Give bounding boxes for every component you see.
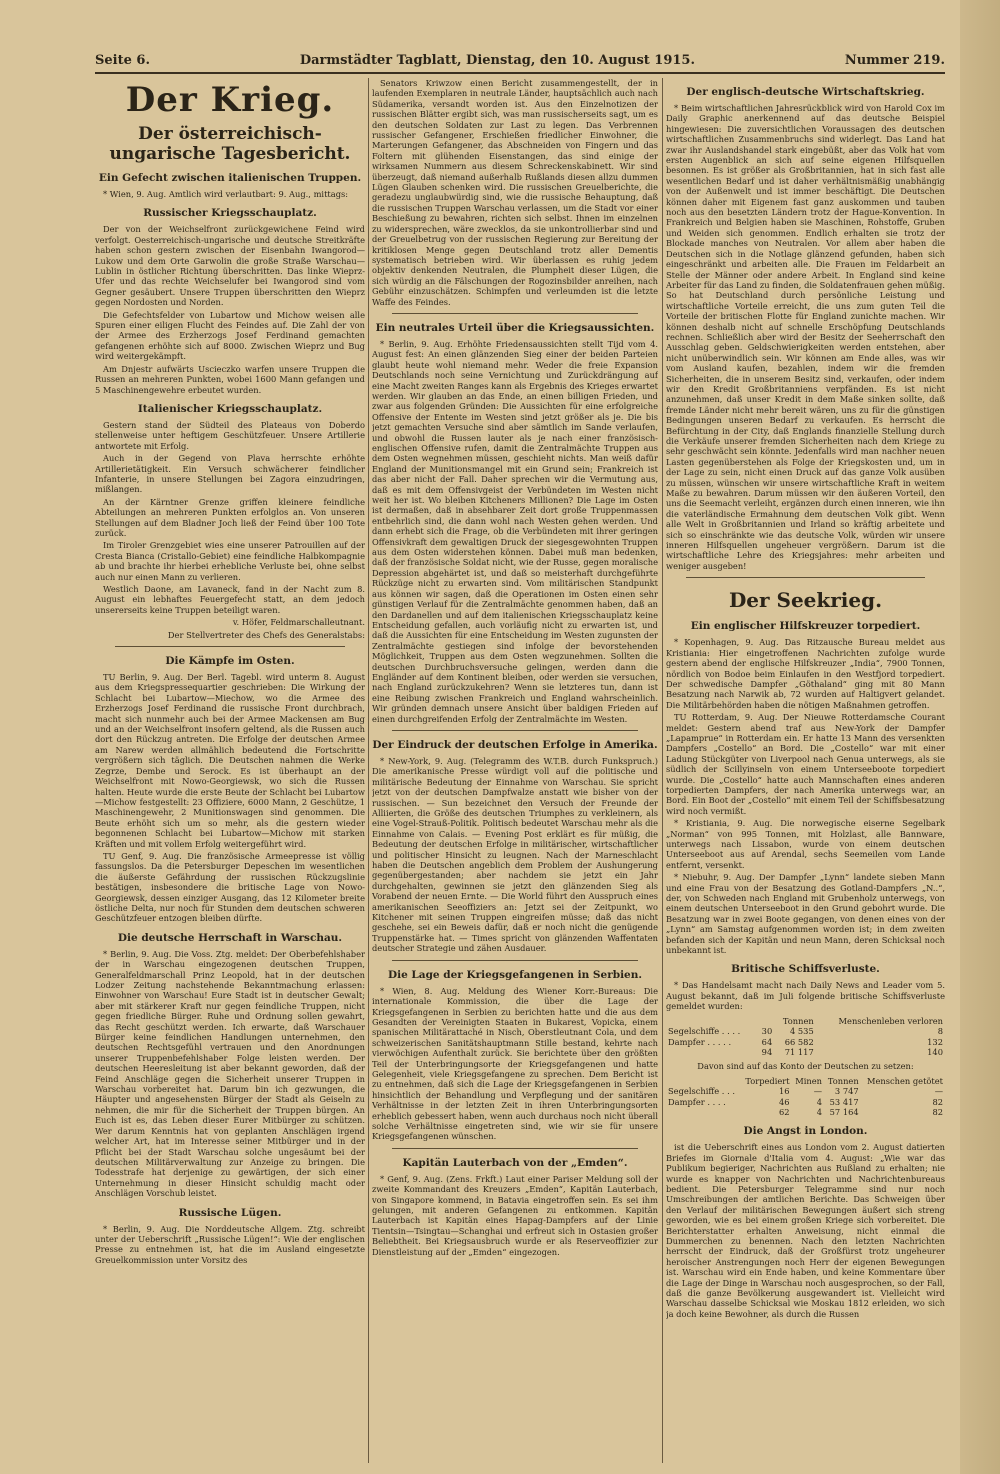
paragraph: * Niebuhr, 9. Aug. Der Dampfer „Lynn“ landete sieben Mann und eine Frau von der Besatzung des Gotland-Dampfers „N..“, der, von Schweden nach England mit Grubenholz unterwegs, von einem deutschen Unterseeboot in den Grund gebohrt wurde. Die Besatzung war in zwei Boote gegangen, von denen eines von der „Lynn“ am Samstag aufgenommen worden ist; in dem zweiten befanden sich der Kapitän und neun Mann, deren Schicksal noch unbekannt ist. <box>666 872 945 956</box>
section-title: Die Lage der Kriegsgefangenen in Serbien. <box>387 968 643 981</box>
table-cell: 140 <box>927 1046 943 1057</box>
section-title: Russische Lügen. <box>178 1206 282 1219</box>
table-cell: 4 <box>816 1096 822 1107</box>
ship-losses-table <box>666 1016 945 1058</box>
table-header-cell <box>757 1016 774 1026</box>
table-cell: 30 <box>761 1026 773 1037</box>
table-cell: 3 747 <box>834 1086 859 1097</box>
table-header-cell: Torpediert <box>745 1075 790 1086</box>
section-title: Italienischer Kriegsschauplatz. <box>137 402 323 415</box>
table-row <box>666 1097 945 1107</box>
paragraph: * Das Handelsamt macht nach Daily News and Leader vom 5. August bekannt, daß im Juli folgende britische Schiffsverluste gemeldet wurden: <box>666 980 945 1012</box>
masthead-date: Darmstädter Tagblatt, Dienstag, den 10. August 1915. <box>299 52 695 68</box>
column-divider <box>368 78 369 1463</box>
page-edge <box>960 0 1000 1474</box>
table-cell: 64 <box>761 1036 773 1047</box>
section-title: Russischer Kriegsschauplatz. <box>143 207 317 220</box>
table-header-row <box>666 1016 945 1026</box>
section-headline: Der Seekrieg. <box>728 588 883 613</box>
paragraph: * Wien, 8. Aug. Meldung des Wiener Korr.-Bureaus: Die internationale Kommission, die über die Lage der Kriegsgefangenen in Serbien zu berichten hatte und die aus dem Gesandten der Vereinigten Staaten in Bukarest, Vopicka, einem spanischen Militärattaché in Nisch, Oberstleutnant Cola, und dem schweizerischen Sanitätshauptmann Stille bestand, kehrte nach vierwöchigen Aufenthalt zurück. Sie berichtete über den größten Teil der Unterbringungsorte der Kriegsgefangenen und hatte Gelegenheit, viele Kriegsgefangene zu sprechen. Dem Bericht ist zu entnehmen, daß sich die Lage der Kriegsgefangenen in Serbien hinsichtlich der Behandlung und Verpflegung und der sanitären Verhältnisse in der letzten Zeit in ihren Unterbringungsorten erheblich gebessert haben, wenn auch durchaus noch nicht überall solche Verhältnisse eingetreten sind, wie wir sie für unsere Kriegsgefangenen wünschen. <box>372 985 658 1142</box>
paragraph: * Wien, 9. Aug. Amtlich wird verlautbart: 9. Aug., mittags: <box>103 189 349 199</box>
table-cell: Dampfer . . . . . <box>668 1036 732 1047</box>
paragraph: Westlich Daone, am Lavaneck, fand in der Nacht zum 8. August ein lebhaftes Feuergefecht statt, an dem jedoch unsererseits keine Truppen beteiligt waren. <box>95 584 365 615</box>
paragraph: * Genf, 9. Aug. (Zens. Frkft.) Laut einer Pariser Meldung soll der zweite Kommandant des Kreuzers „Emden“, Kapitän Lauterbach, von Singapore kommend, in Batavia eingetroffen sein. Es sei ihm gelungen, mit anderen Gefangenen zu entkommen. Kapitän Lauterbach ist Kapitän eines Hapag-Dampfers auf der Linie Tientsin—Tsingtau—Schanghai und erfreut sich in Ostasien großer Beliebtheit. Bei Kriegsausbruch wurde er als Reserveoffizier zur Dienstleistung auf der „Emden“ eingezogen. <box>372 1173 658 1257</box>
section-title: Ein englischer Hilfskreuzer torpediert. <box>690 620 921 633</box>
paragraph: An der Kärntner Grenze griffen kleinere feindliche Abteilungen an mehreren Punkten erfolglos an. Von unseren Stellungen auf dem Bladner Joch ließ der Feind über 100 Tote zurück. <box>95 496 365 538</box>
paragraph: Der von der Weichselfront zurückgewichene Feind wird verfolgt. Oesterreichisch-ungarische und deutsche Streitkräfte haben schon gestern zwischen der Eisenbahn Iwangorod—Lukow und dem Orte Garwolin die große Straße Warschau—Lublin in östlicher Richtung überschritten. Das linke Wieprz-Ufer und das rechte Weichselufer bei Iwangorod sind vom Gegner gesäubert. Unsere Truppen überschritten den Wieprz gegen Nordosten und Norden. <box>95 224 365 308</box>
header-rule <box>95 72 945 74</box>
section-title: Kapitän Lauterbach von der „Emden“. <box>402 1156 628 1169</box>
table-header-cell <box>666 1076 741 1086</box>
issue-number: Nummer 219. <box>844 52 945 68</box>
table-cell: 8 <box>937 1026 943 1037</box>
table-header-cell: Tonnen <box>782 1015 814 1026</box>
paragraph: TU Rotterdam, 9. Aug. Der Nieuwe Rotterdamsche Courant meldet: Gestern abend traf aus New-York der Dampfer „Lapamprue“ in Rotterdam ein. Er hatte 13 Mann des versenkten Dampfers „Costello“ an Bord. Die „Costello“ war mit einer Ladung Stückgüter von Liverpool nach Genua unterwegs, als sie südlich der Scillyinseln von einem Unterseeboote torpediert wurde. Die „Costello“ hatte auch Mannschaften eines anderen torpedierten Dampfers, der nach Amerika unterwegs war, an Bord. Ein Boot der „Costello“ mit einem Teil der Schiffsbesatzung wird noch vermißt. <box>666 712 945 816</box>
paragraph: * Kristiania, 9. Aug. Die norwegische eiserne Segelbark „Norman“ von 995 Tonnen, mit Holzlast, alle Bannware, unterwegs nach Lissabon, wurde von einem deutschen Unterseeboot aus auf Arendal, sechs Seemeilen vom Lande entfernt, versenkt. <box>666 818 945 870</box>
table-header-cell: Minen <box>795 1075 822 1086</box>
section-title: Ein neutrales Urteil über die Kriegsaussichten. <box>375 321 655 334</box>
table-header-cell <box>666 1016 757 1026</box>
column-3 <box>666 78 945 1463</box>
divider <box>115 646 345 647</box>
paragraph: * Beim wirtschaftlichen Jahresrückblick wird von Harold Cox im Daily Graphic anerkennend auf das deutsche Beispiel hingewiesen: Die zuversichtlichen Voraussagen des deutschen wirtschaftlichen Zusammenbruchs sind widerlegt. Das Land hat zwar ihr Auslandshandel stark eingebüßt, aber das Volk hat vom ersten Augenblick an sich auf seine eigenen Hilfsquellen besonnen. Es ist größer als Großbritannien, hat in sich fast alle wesentlichen Bedarf und ist daher verhältnismäßig unabhängig von der Außenwelt und ist immer beschäftigt. Die Deutschen können daher mit Eigenem fast ganz auskommen und tauben noch aus den besetzten Ländern trotz der Hague-Konvention. In Frankreich und Belgien haben sie Maschinen, Rohstoffe, Gruben und Weiden sich genommen. Endlich erhalten sie trotz der Blockade manches von Neutralen. Vor allem aber haben die Deutschen sich in die Notlage glänzend gefunden, haben sich eingeschränkt und arbeiten alle. Die Frauen im Feldarbeit an Stelle der Männer oder andere Arbeit. In England sind keine Arbeiter für das Land zu finden, die Soldatenfrauen gehen müßig. So hat Deutschland durch persönliche Leistung und wirtschaftliche Vorteile erreicht, die uns zum guten Teil die Vorteile der britischen Flotte für England zunichte machen. Wir können deshalb nicht auf schnelle Erschöpfung Deutschlands rechnen. Schließlich aber wird der Besitz der Seeherrschaft den Ausschlag geben. Geldschwierigkeiten werden entstehen, aber nicht unüberwindlich sein. Wir können am Ende alles, was wir vom Ausland kaufen, bezahlen, indem wir die fremden Sicherheiten, die in unserem Besitz sind, verkaufen, oder indem wir den Kredit Großbritanniens verpfänden. Es ist nicht anzunehmen, daß unser Kredit in dem Maße sinken sollte, daß fremde Länder nicht mehr bereit wären, uns zu für die günstigen Bedingungen unseren Bedarf zu verkaufen. Es herrscht die Befürchtung in der City, daß Englands finanzielle Stellung durch die Verkäufe unserer fremden Sicherheiten nach dem Kriege zu sehr geschwächt sein könnte. Jedenfalls wird man nachher neuen Lasten gegenüberstehen als Folge der Kriegskosten und, um in der Lage zu sein, nicht einen Druck auf das ganze Volk ausüben zu müssen, wünschen wir unsere wirtschaftliche Kraft in weitem Maße zu bewahren. Darum müssen wir den äußeren Vorteil, den uns die Seemacht verleiht, ergänzen durch einen inneren, wie ihn die vaterländische Ermahnung dem deutschen Volk gibt. Wenn alle Welt in Großbritannien und Irland so kräftig arbeitete und sich so einschränkte wie das deutsche Volk, würden wir unsere inneren Hilfsquellen ungeheuer vergrößern. Darum ist die wirtschaftliche Lehre des Kriegsjahres: mehr arbeiten und weniger ausgeben! <box>666 103 945 571</box>
divider <box>686 577 925 578</box>
page-number: Seite 6. <box>95 52 150 68</box>
table-cell: 66 582 <box>784 1036 814 1047</box>
section-title: Ein Gefecht zwischen italienischen Truppen. <box>98 172 362 184</box>
signature-line: Der Stellvertreter des Chefs des Generalstabs: <box>167 629 365 640</box>
table-header-cell: Menschenleben verloren <box>838 1015 943 1026</box>
column-2 <box>372 78 658 1463</box>
paragraph: Senators Kriwzow einen Bericht zusammengestellt, der in laufenden Exemplaren in neutrale Länder, hauptsächlich auch nach Südamerika, versandt worden ist. Aus den Einzelnotizen der russischen Blätter ergibt sich, was man russischerseits sagt, um es den deutschen Soldaten zur Last zu legen. Das Verbrennen russischer Gefangener, Erschießen friedlicher Einwohner, die Marterungen Gefangener, das Abschneiden von Fingern und das Foltern mit glühenden Eisenstangen, das sind einige der wirksamen Nummern aus diesem Schreckenskabinett. Wir sind überzeugt, daß niemand außerhalb Rußlands diesen allzu dummen Lügen Glauben schenken wird. Die russischen Greuelberichte, die geradezu unglaubwürdig sind, wie die russische Behauptung, daß die russischen Truppen Warschau verlassen, um die Stadt vor einer Beschießung zu bewahren, richten sich selbst. Ihnen im einzelnen zu widersprechen, wäre zwecklos, da sie unkontrollierbar sind und der Greuelbetrug von der russischen Regierung zur Bereitung der kritiklosen Menge gegen Deutschland trotz aller Dementis systematisch betrieben wird. Wir überlassen es ruhig jedem objektiv denkenden Neutralen, die Plumpheit dieser Lügen, die sich würdig an die Fälschungen der Rogozinsbilder anreihen, nach Gebühr einzuschätzen. Schimpfen und verleumden ist die letzte Waffe des Feindes. <box>372 78 658 307</box>
section-title: Britische Schiffsverluste. <box>731 963 880 976</box>
table-cell: 62 <box>779 1106 790 1117</box>
table-row <box>666 1026 945 1036</box>
paragraph: * Berlin, 9. Aug. Die Voss. Ztg. meldet: Der Oberbefehlshaber der in Warschau eingezogenen deutschen Truppen, Generalfeldmarschall Prinz Leopold, hat in der deutschen Lodzer Zeitung nachstehende Bekanntmachung erlassen: Einwohner von Warschau! Eure Stadt ist in deutscher Gewalt; aber mit stärkerer Kraft nur gegen feindliche Truppen, nicht gegen friedliche Bürger. Ruhe und Ordnung sollen gewahrt, das Recht geschützt werden. Ich erwarte, daß Warschauer Bürger keine feindlichen Handlungen unternehmen, den deutschen Rechtsgefühl vertrauen und den Anordnungen unserer Truppenbefehlshaber Folge leisten werden. Der deutschen Heeresleitung ist aber bekannt geworden, daß der Feind Anschläge gegen die Sicherheit unserer Truppen in Warschau vorbereitet hat. Darum bin ich gezwungen, die Häupter und angesehensten Bürger der Stadt als Geiseln zu nehmen, die mir für die Sicherheit der Truppen bürgen. An Euch ist es, das Leben dieser Eurer Mitbürger zu schützen. Wer darum Kenntnis hat von geplanten Anschlägen irgend welcher Art, hat im Interesse seiner Mitbürger und in der Pflicht bei der Stadt Warschau solche ungesäumt bei der deutschen Militärverwaltung zur Anzeige zu bringen. Die Todesstrafe hat derjenige zu gewärtigen, der sich einer Unternehmung in dieser Hinsicht schuldig macht oder Anschlägen Vorschub leistet. <box>95 948 365 1199</box>
table-caption: Davon sind auf das Konto der Deutschen zu setzen: <box>697 1061 914 1072</box>
paragraph: Im Tiroler Grenzgebiet wies eine unserer Patrouillen auf der Cresta Bianca (Cristallo-Gebiet) eine feindliche Halbkompagnie ab und brachte ihr hierbei erhebliche Verluste bei, ohne selbst auch nur einen Mann zu verlieren. <box>95 540 365 582</box>
table-header-row <box>666 1076 945 1086</box>
section-title: Die Angst in London. <box>743 1125 868 1138</box>
table-header-cell: Menschen getötet <box>866 1075 943 1086</box>
table-cell: 82 <box>932 1096 943 1107</box>
paragraph: Gestern stand der Südteil des Plateaus von Doberdo stellenweise unter heftigem Geschützfeuer. Unsere Artillerie antwortete mit Erfolg. <box>95 419 365 451</box>
paragraph: Am Dnjestr aufwärts Uscieczko warfen unsere Truppen die Russen an mehreren Punkten, wobei 1600 Mann gefangen und 5 Maschinengewehre erbeutet wurden. <box>95 363 365 395</box>
paragraph: * Berlin, 9. Aug. Die Norddeutsche Allgem. Ztg. schreibt unter der Ueberschrift „Russische Lügen!“: Wie der englischen Presse zu entnehmen ist, hat die im Ausland eingesetzte Greuelkommission unter Vorsitz des <box>95 1223 365 1265</box>
divider <box>392 1148 638 1149</box>
main-headline: Der Krieg. <box>125 80 335 120</box>
divider <box>392 313 638 314</box>
section-title: Der englisch-deutsche Wirtschaftskrieg. <box>686 86 925 98</box>
table-cell: — <box>813 1086 822 1097</box>
table-header-cell: Tonnen <box>827 1075 859 1086</box>
paragraph: TU Genf, 9. Aug. Die französische Armeepresse ist völlig fassungslos. Da die Petersburger Depeschen im wesentlichen die äußerste Gefährdung der russischen Rückzugslinie bestätigen, insbesondere die britische Lage von Nowo-Georgiewsk, dessen einziger Ausgang, das 12 Kilometer breite östliche Delta, nur noch für Stunden dem deutschen schweren Geschützfeuer entzogen bleiben dürfte. <box>95 850 365 924</box>
section-title: Die Kämpfe im Osten. <box>165 655 295 668</box>
table-total-row <box>666 1047 945 1057</box>
column-1 <box>95 78 365 1463</box>
table-cell <box>666 1107 741 1117</box>
table-cell: Segelschiffe . . . . <box>668 1026 741 1037</box>
table-cell <box>666 1047 757 1057</box>
paragraph: ist die Ueberschrift eines aus London vom 2. August datierten Briefes im Giornale d'Italia vom 4. August: „Wie war das Publikum begieriger, Nachrichten aus Rußland zu erhalten; nie wurde es knapper von Nachrichten und Nachrichtenbureaus bedient. Die Petersburger Telegramme sind nur noch Umschreibungen der amtlichen Berichte. Das Schweigen über den Verlauf der militärischen Bewegungen äußert sich streng geworden, wie es bei einem großen Kriege sich vorbereitet. Die Berichterstatter erhalten Anweisung, nicht einmal die Dummerchen zu benennen. Nach den letzten Nachrichten herrscht der Eindruck, daß der Großfürst trotz ungeheurer heroischer Anstrengungen noch Herr der eigenen Bewegungen ist. Warschau wird ein Ende haben, und keine Kommentare über die Lage der Dinge in Warschau noch ausgesprochen, so der Fall, daß die ganze Bevölkerung ausgewandert ist. Vielleicht wird Warschau dasselbe Schicksal wie Moskau 1812 erleiden, wo sich ja doch keine Bewohner, als durch die Russen <box>666 1142 945 1319</box>
table-cell: 4 <box>816 1106 822 1117</box>
table-row <box>666 1037 945 1047</box>
divider <box>392 960 638 961</box>
table-cell: 46 <box>779 1096 790 1107</box>
paragraph: Auch in der Gegend von Plava herrschte erhöhte Artillerietätigkeit. Ein Versuch schwächerer feindlicher Infanterie, in unsere Stellungen bei Zagora einzudringen, mißlangen. <box>95 453 365 495</box>
table-cell: 16 <box>779 1086 790 1097</box>
table-cell: Dampfer . . . . <box>668 1096 726 1107</box>
paragraph: * Kopenhagen, 9. Aug. Das Ritzausche Bureau meldet aus Kristiania: Hier eingetroffenen Nachrichten zufolge wurde gestern abend der englische Hilfskreuzer „India“, 7900 Tonnen, nördlich von Bodoe beim Einlaufen in den Westfjord torpediert. Der schwedische Dampfer „Göthaland“ ging mit 80 Mann Besatzung nach Narwik ab, 72 wurden auf Haltigvert gelandet. Die Militärbehörden haben die nötigen Maßnahmen getroffen. <box>666 637 945 710</box>
german-share-table <box>666 1076 945 1118</box>
signature-line: v. Höfer, Feldmarschalleutnant. <box>232 617 365 628</box>
table-cell: 53 417 <box>829 1096 859 1107</box>
table-row <box>666 1086 945 1096</box>
table-cell: 132 <box>927 1036 943 1047</box>
table-cell: 71 117 <box>784 1046 814 1057</box>
table-cell: Segelschiffe . . . <box>668 1086 735 1097</box>
table-cell: — <box>934 1086 943 1097</box>
paragraph: TU Berlin, 9. Aug. Der Berl. Tagebl. wird unterm 8. August aus dem Kriegspressequartier geschrieben: Die Wirkung der Schlacht bei Lubartow—Miechow, wo die Armee des Erzherzogs Josef Ferdinand die russische Front durchbrach, macht sich nunmehr auch bei der Armee Mackensen am Bug und an der Weichselfront insofern geltend, als die Russen auch dort den Rückzug antreten. Die Erfolge der deutschen Armee am Narew werden allmählich bedeutend die Fortschritte vergrößern sich täglich. Die Deutschen nahmen die Werke Zegrze, Dembe und Serock. Es ist überhaupt an der Weichselfront mit Nowo-Georgiewsk, wo sich die Russen halten. Heute wurde die erste Beute der Schlacht bei Lubartow—Michow festgestellt: 23 Offiziere, 6000 Mann, 2 Geschütze, 1 Maschinengewehr, 2 Munitionswagen sind genommen. Die Beute erhöht sich um so mehr, als die gestern wieder begonnenen Schlacht bei Lubartow—Michow mit starken Kräften und mit vollem Erfolg weitergeführt wird. <box>95 672 365 849</box>
table-cell: 94 <box>761 1046 773 1057</box>
paragraph: * Berlin, 9. Aug. Erhöhte Friedensaussichten stellt Tijd vom 4. August fest: An einen glänzenden Sieg einer der beiden Parteien glaubt heute wohl niemand mehr. Weder die freie Expansion Deutschlands noch seine Vernichtung und Zurückdrängung auf eine Macht zweiten Ranges kann als Ergebnis des Krieges erwartet werden. Wir glauben an das Ende, an einen billigen Frieden, und zwar aus folgenden Gründen: Die Aussichten für eine erfolgreiche Offensive der Entente im Westen sind jetzt größer als je. Die bis jetzt gemachten Versuche sind aber sämtlich im Sande verlaufen, und obwohl die Russen lauter als je nach einer französisch-englischen Offensive rufen, damit die Zentralmächte Truppen aus dem Osten wegnehmen müssen, geschieht nichts. Man weiß dafür England der Munitionsmangel mit ein Grund sein; Frankreich ist das aber nicht der Fall. Daher sprechen wir die Vermutung aus, daß es mit dem Offensivgeist der Verbündeten im Westen nicht weit her ist. Wo bleiben Kitcheners Millionen? Die Lage im Osten ist dermaßen, daß in absehbarer Zeit dort große Truppenmassen entbehrlich sind, die dann wohl nach Westen gehen werden. Und dann erhebt sich die Frage, ob die Verbündeten mit ihrer geringen Offensivkraft dem gewaltigen Druck der siegesgewohnten Truppen aus dem Osten widerstehen können. Dabei muß man bedenken, daß der französische Soldat nicht, wie der Russe, gegen moralische Depression abgehärtet ist, und daß so meisterhaft durchgeführte Rückzüge nicht zu erwarten sind. Vom militärischen Standpunkt aus können wir sagen, daß die Operationen im Osten einen sehr günstigen Verlauf für die Zentralmächte genommen haben, daß an den Dardanellen und auf dem italienischen Kriegsschauplatz keine Entscheidung gefallen, auch vorläufig nicht zu erwarten ist, und daß die Aussichten für eine Entscheidung im Westen zugunsten der Zentralmächte gestiegen sind infolge der bevorstehenden Möglichkeit, Truppen aus dem Osten wegzunehmen. Sollten die deutschen Durchbruchsversuche gelingen, werden dann die Engländer auf dem Kontinent bleiben, oder werden sie versuchen, nach England zurückzukehren? Wenn sie letzteres tun, dann ist eine Reibung zwischen Frankreich und England wahrscheinlich. Wir gründen demnach unsere Ansicht über baldigen Frieden auf einen durchgreifenden Erfolg der Zentralmächte im Westen. <box>372 338 658 724</box>
table-cell: 4 535 <box>789 1026 814 1037</box>
paragraph: * New-York, 9. Aug. (Telegramm des W.T.B. durch Funkspruch.) Die amerikanische Presse würdigt voll auf die politische und militärische Bedeutung der Einnahme von Warschau. Sie spricht jetzt von der deutschen Dampfwalze anstatt wie bisher von der russischen. — Sun bezeichnet den Versuch der Freunde der Alliierten, die Größe des deutschen Triumphes zu verkleinern, als eine Vogel-Strauß-Politik. Politisch bedeutet Warschau mehr als die Einnahme von Calais. — Evening Post erklärt es für müßig, die Bedeutung der deutschen Erfolge in militärischer, wirtschaftlicher und politischer Hinsicht zu leugnen. Nach der Marneschlacht haben die Deutschen angeblich dem Problem der Aushungerung gegenübergestanden; aber nachdem sie jetzt ein Jahr durchgehalten, gewinnen sie jetzt den glänzenden Sieg als Vorabend der neuen Ernte. — Die World führt den Ausspruch eines amerikanischen Seeoffiziers an: Jetzt sei der Zeitpunkt, wo Kitchener mit seinen Truppen eingreifen müsse; daß das nicht geschehe, sei ein Beweis dafür, daß er noch nicht die genügende Truppenstärke hat. — Times spricht von glänzenden Waffentaten deutscher Strategie und zähen Ausdauer. <box>372 755 658 954</box>
page-header <box>95 48 945 72</box>
section-title: Die deutsche Herrschaft in Warschau. <box>117 931 343 944</box>
table-total-row <box>666 1107 945 1117</box>
section-title: Der Eindruck der deutschen Erfolge in Amerika. <box>372 738 658 751</box>
subheadline: Der österreichisch-ungarische Tagesbericht. <box>109 124 351 164</box>
paragraph: Die Gefechtsfelder von Lubartow und Michow weisen alle Spuren einer eiligen Flucht des Feindes auf. Die Zahl der von der Armee des Erzherzogs Josef Ferdinand gemachten gefangenen erhöhte sich auf 8000. Zwischen Wieprz und Bug wird weitergekämpft. <box>95 309 365 362</box>
divider <box>392 730 638 731</box>
table-cell: 82 <box>932 1106 943 1117</box>
column-divider <box>662 78 663 1463</box>
table-cell: 57 164 <box>829 1106 859 1117</box>
